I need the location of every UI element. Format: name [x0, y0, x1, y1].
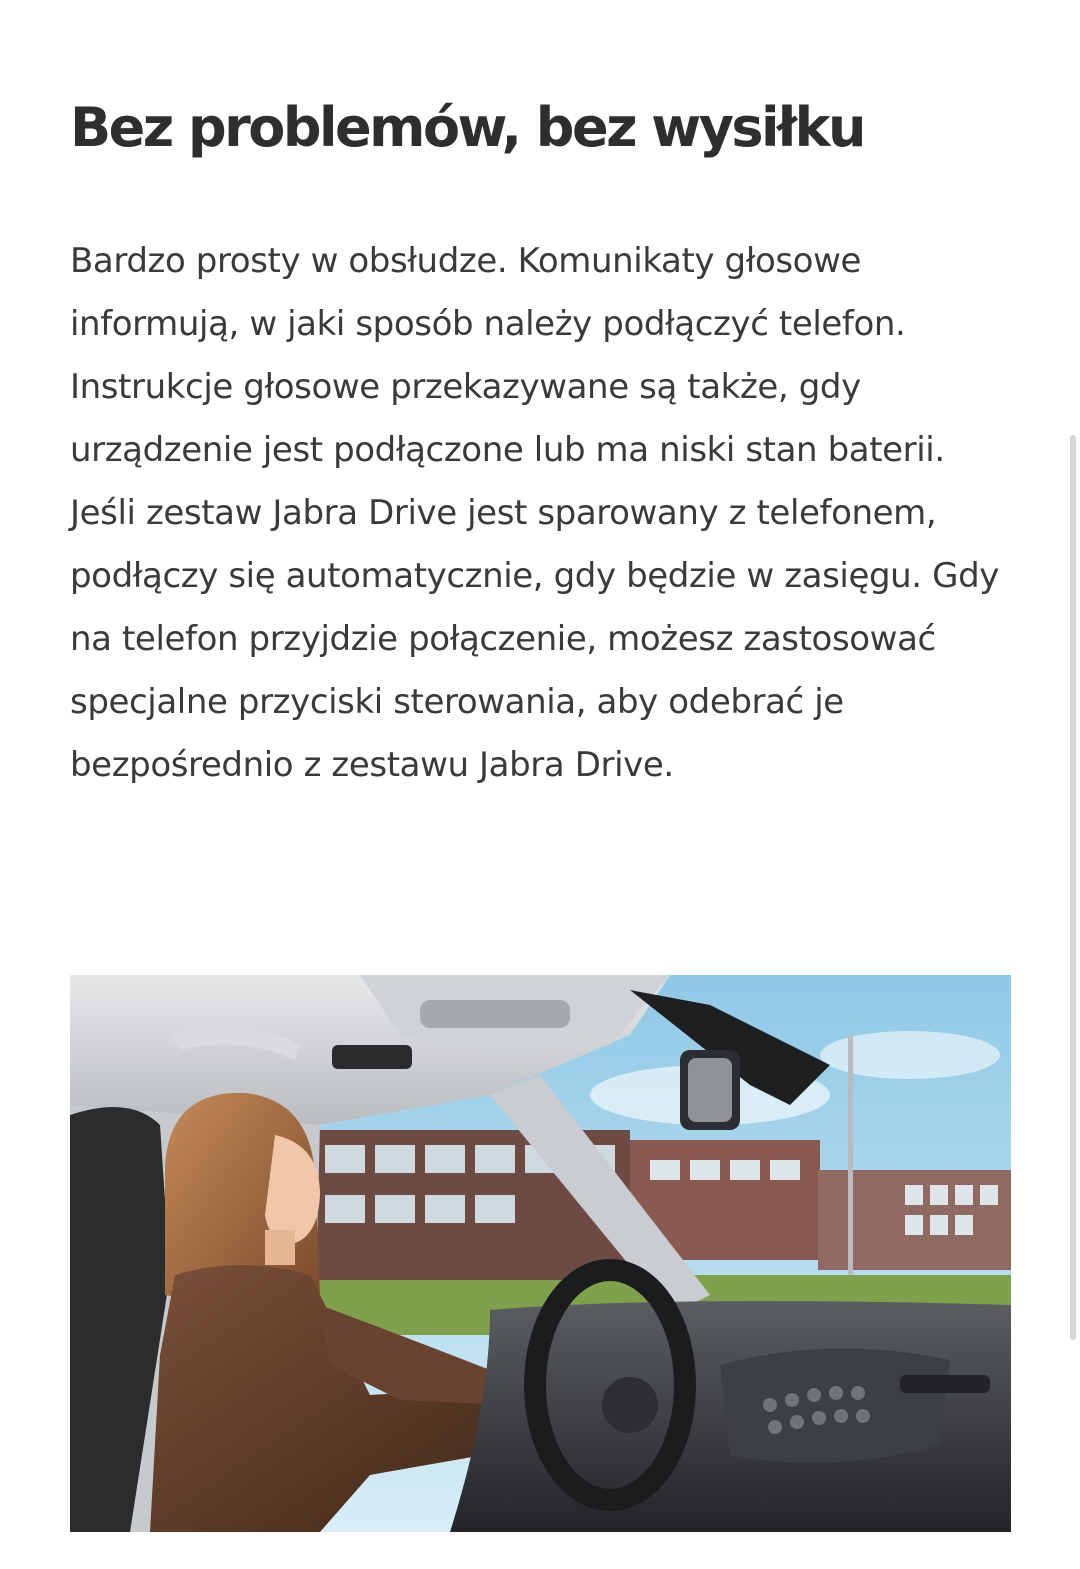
section-paragraph: Bardzo prosty w obsłudze. Komunikaty głosowe informują, w jaki sposób należy podłączyć telefon. Instrukcje głosowe przekazywane są także, gdy urządzenie jest podłączone lub ma niski stan baterii. Jeśli zestaw Jabra Drive jest sparowany z telefonem, podłączy się automatycznie, gdy będzie w zasięgu. Gdy na telefon przyjdzie połączenie, możesz zastosować specjalne przyciski sterowania, aby odebrać je bezpośrednio z zestawu Jabra Drive.	[70, 241, 999, 785]
scrollbar[interactable]	[1070, 435, 1076, 1340]
product-image-woman-driving-car	[70, 975, 1011, 1532]
section-heading: Bez problemów, bez wysiłku	[70, 96, 864, 159]
